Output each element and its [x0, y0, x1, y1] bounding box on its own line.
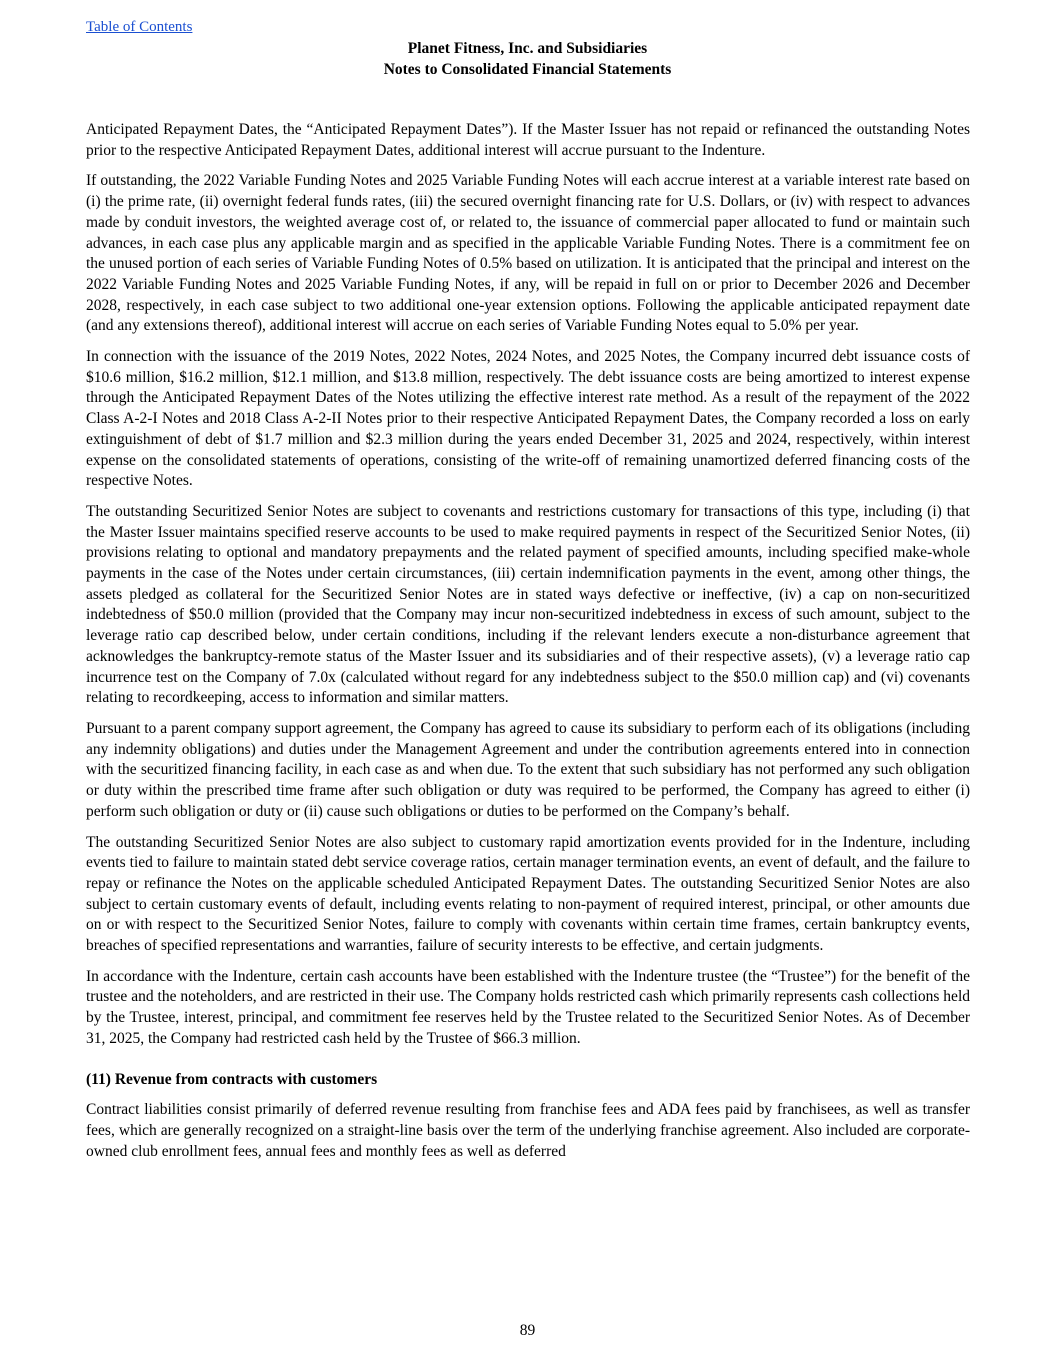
- company-name: Planet Fitness, Inc. and Subsidiaries: [407, 40, 648, 57]
- paragraph: In connection with the issuance of the 2019 Notes, 2022 Notes, 2024 Notes, and 2025 Notes, the Company incurred debt issuance costs of $10.6 million, $16.2 million, $12.1 million, and $13.8 million, respectively. The debt issuance costs are being amortized to interest expense through the Anticipated Repayment Dates of the Notes utilizing the effective interest rate method. As a result of the repayment of the 2022 Class A-2-I Notes and 2018 Class A-2-II Notes prior to their respective Anticipated Repayment Dates, the Company recorded a loss on early extinguishment of debt of $1.7 million and $2.3 million during the years ended December 31, 2025 and 2024, respectively, within interest expense on the consolidated statements of operations, consisting of the write-off of remaining unamortized deferred financing costs of the respective Notes.: [86, 348, 970, 490]
- table-of-contents-link[interactable]: Table of Contents: [86, 19, 193, 35]
- paragraph: Anticipated Repayment Dates, the “Anticipated Repayment Dates”). If the Master Issuer has not repaid or refinanced the outstanding Notes prior to the respective Anticipated Repayment Dates, additional interest will accrue pursuant to the Indenture.: [86, 121, 970, 159]
- paragraph: In accordance with the Indenture, certain cash accounts have been established with the Indenture trustee (the “Trustee”) for the benefit of the trustee and the noteholders, and are restricted in their use. The Company holds restricted cash which primarily represents cash collections held by the Trustee, interest, principal, and commitment fee reserves held by the Trustee related to the Securitized Senior Notes. As of December 31, 2025, the Company had restricted cash held by the Trustee of $66.3 million.: [86, 967, 970, 1047]
- paragraph: The outstanding Securitized Senior Notes are also subject to customary rapid amortization events provided for in the Indenture, including events tied to failure to maintain stated debt service coverage ratios, certain manager termination events, an event of default, and the failure to repay or refinance the Notes on the applicable scheduled Anticipated Repayment Dates. The outstanding Securitized Senior Notes are also subject to certain customary events of default, including events relating to non-payment of required interest, principal, or other amounts due on or with respect to the Securitized Senior Notes, failure to comply with covenants within certain time frames, certain bankruptcy events, breaches of specified representations and warranties, failure of security interests to be effective, and certain judgments.: [86, 833, 970, 955]
- page-header: [0, 38, 1055, 80]
- paragraph: The outstanding Securitized Senior Notes are subject to covenants and restrictions customary for transactions of this type, including (i) that the Master Issuer maintains specified reserve accounts to be used to make required payments in respect of the Securitized Senior Notes, (ii) provisions relating to optional and mandatory prepayments and the related payment of specified amounts, including specified make-whole payments in the case of the Notes under certain circumstances, (iii) certain indemnification payments in the event, among other things, the assets pledged as collateral for the Securitized Senior Notes are in stated ways defective or ineffective, (iv) a cap on non-securitized indebtedness of $50.0 million (provided that the Company may incur non-securitized indebtedness in excess of such amount, subject to the leverage ratio cap described below, under certain conditions, including if the relevant lenders execute a non-disturbance agreement that acknowledges the bankruptcy-remote status of the Master Issuer and its subsidiaries and of their respective assets), (v) a leverage ratio cap incurrence test on the Company of 7.0x (calculated without regard for any indebtedness subject to the $50.0 million cap) and (vi) covenants relating to recordkeeping, access to information and similar matters.: [86, 502, 970, 707]
- page-number: 89: [519, 1322, 536, 1339]
- paragraph: If outstanding, the 2022 Variable Funding Notes and 2025 Variable Funding Notes will each accrue interest at a variable interest rate based on (i) the prime rate, (ii) overnight federal funds rates, (iii) the secured overnight financing rate for U.S. Dollars, or (iv) with respect to advances made by conduit investors, the weighted average cost of, or related to, the issuance of commercial paper allocated to fund or maintain such advances, in each case plus any applicable margin and as specified in the applicable Variable Funding Notes. There is a commitment fee on the unused portion of each series of Variable Funding Notes of 0.5% based on utilization. It is anticipated that the principal and interest on the 2022 Variable Funding Notes and 2025 Variable Funding Notes, if any, will be repaid in full on or prior to December 2026 and December 2028, respectively, in each case subject to two additional one-year extension options. Following the applicable anticipated repayment date (and any extensions thereof), additional interest will accrue on each series of Variable Funding Notes equal to 5.0% per year.: [86, 172, 970, 335]
- paragraph: Contract liabilities consist primarily of deferred revenue resulting from franchise fees and ADA fees paid by franchisees, as well as transfer fees, which are generally recognized on a straight-line basis over the term of the underlying franchise agreement. Also included are corporate-owned club enrollment fees, annual fees and monthly fees as well as deferred: [86, 1101, 970, 1160]
- section-heading: (11) Revenue from contracts with customers: [86, 1070, 378, 1088]
- document-body: [86, 120, 970, 1172]
- document-title: Notes to Consolidated Financial Statements: [383, 61, 672, 78]
- paragraph: Pursuant to a parent company support agreement, the Company has agreed to cause its subsidiary to perform each of its obligations (including any indemnity obligations) and duties under the Management Agreement and under the contribution agreements entered into in connection with the securitized financing facility, in each case as and when due. To the extent that such subsidiary has not performed any such obligation or duty within the prescribed time frame after such obligation or duty was required to be performed, the Company has agreed to either (i) perform such obligation or duty or (ii) cause such obligations or duties to be performed on the Company’s behalf.: [86, 719, 970, 820]
